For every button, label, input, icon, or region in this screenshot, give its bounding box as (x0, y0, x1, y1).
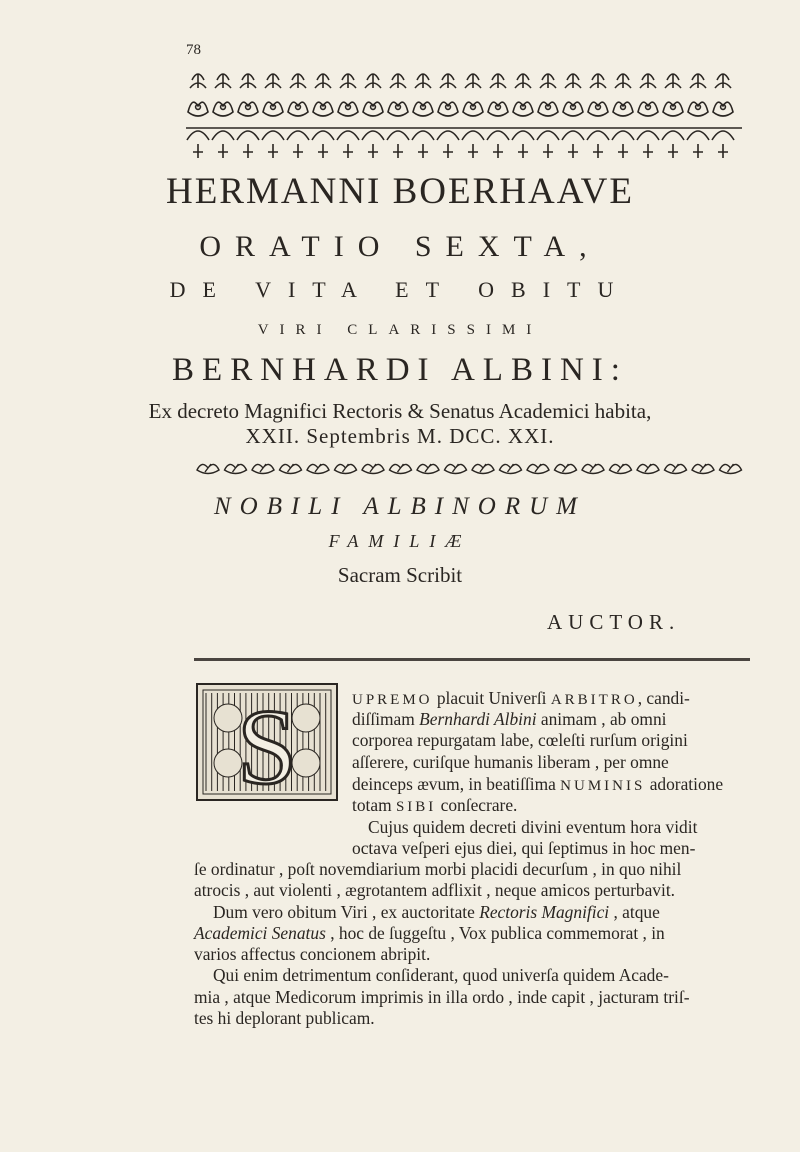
dedication-familiae: FAMILIÆ (328, 531, 472, 551)
body-line-6: totam SIBI conſecrare. (352, 795, 518, 815)
viri-heading: VIRI CLARISSIMI (257, 322, 543, 338)
dedication-auctor: AUCTOR. (547, 610, 681, 634)
body-line-10: atrocis , aut violenti , ægrotantem adflixit , neque amicos perturbavit. (194, 880, 676, 900)
body-line-15: mia , atque Medicorum imprimis in illa ordo , inde capit , jacturam triſ- (194, 987, 690, 1007)
body-line-3: corporea repurgatam labe, cœleſti rurſum origini (352, 730, 688, 750)
dedication-nobili: NOBILI ALBINORUM (213, 493, 586, 520)
body-line-11: Dum vero obitum Viri , ex auctoritate Rectoris Magnifici , atque (213, 902, 660, 922)
body-line-7: Cujus quidem decreti divini eventum hora vidit (368, 817, 698, 837)
dedication-sacram: Sacram Scribit (337, 563, 463, 587)
body-line-12: Academici Senatus , hoc de ſuggeſtu , Vox publica commemorat , in (194, 923, 665, 943)
oratio-heading: ORATIO SEXTA, (199, 230, 601, 263)
body-line-5: deinceps ævum, in beatiſſima NUMINIS adoratione (352, 774, 724, 794)
author-title: HERMANNI BOERHAAVE (165, 171, 635, 212)
body-line-8: octava veſperi ejus diei, qui ſeptimus in hoc men- (352, 838, 696, 858)
section-rule (194, 658, 750, 661)
body-line-4: aſſerere, curiſque humanis liberam , per omne (352, 752, 669, 772)
body-line-1: UPREMO placuit Univerſi ARBITRO, candi- (352, 688, 690, 708)
headpiece-ornament (186, 60, 742, 162)
de-vita-heading: DE VITA ET OBITU (169, 277, 631, 302)
decorated-initial-s (196, 683, 338, 801)
body-line-9: ſe ordinatur , poſt novemdiarium morbi placidi decurſum , in quo nihil (194, 859, 682, 879)
subject-name: BERNHARDI ALBINI: (172, 352, 628, 388)
drop-cap-letter: S (236, 688, 298, 801)
page-number: 78 (186, 42, 201, 58)
fleuron-divider (194, 458, 750, 478)
decree-line-1: Ex decreto Magnifici Rectoris & Senatus Academici habita, (148, 399, 652, 423)
body-line-14: Qui enim detrimentum conſiderant, quod univerſa quidem Acade- (213, 965, 669, 985)
body-line-2: diſſimam Bernhardi Albini animam , ab omni (352, 709, 667, 729)
decree-line-2: XXII. Septembris M. DCC. XXI. (245, 424, 555, 448)
body-line-16: tes hi deplorant publicam. (194, 1008, 375, 1028)
body-line-13: varios affectus concionem abripit. (194, 944, 431, 964)
